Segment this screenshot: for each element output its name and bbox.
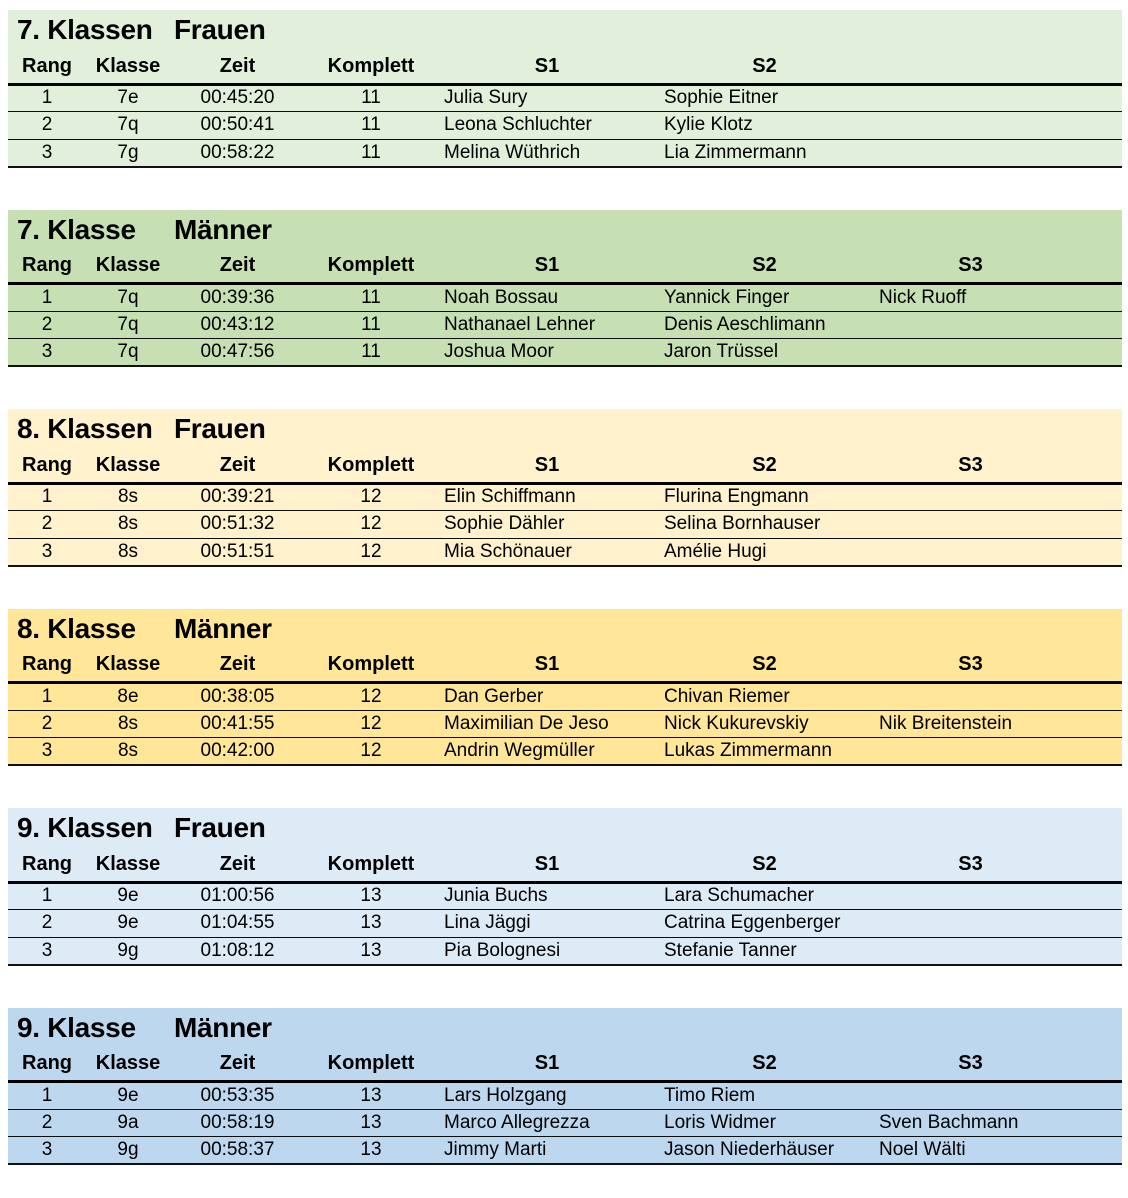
- cell-s1: Leona Schluchter: [437, 112, 657, 140]
- column-header-klasse: Klasse: [86, 449, 170, 483]
- table-body: [8, 284, 1122, 367]
- column-header-rang: Rang: [8, 649, 86, 683]
- column-header-filler: [1069, 848, 1122, 882]
- column-header-rang: Rang: [8, 50, 86, 84]
- cell-s3: [872, 84, 1069, 112]
- table-row: [8, 910, 1122, 938]
- cell-klasse: 9a: [86, 1109, 170, 1137]
- section-title-row: [8, 609, 1122, 649]
- section-title-row: [8, 808, 1122, 848]
- column-header-zeit: Zeit: [170, 649, 305, 683]
- cell-filler: [1069, 112, 1122, 140]
- cell-rang: 3: [8, 738, 86, 766]
- cell-rang: 3: [8, 538, 86, 566]
- section-title: 7. Klassen: [17, 14, 153, 45]
- section-title-row: [8, 210, 1122, 250]
- cell-zeit: 00:53:35: [170, 1082, 305, 1110]
- cell-zeit: 00:39:36: [170, 284, 305, 312]
- section-subtitle: Männer: [174, 612, 272, 644]
- column-header-s1: S1: [437, 449, 657, 483]
- cell-filler: [1069, 1109, 1122, 1137]
- cell-klasse: 7q: [86, 112, 170, 140]
- results-section-6: [8, 1008, 1122, 1166]
- column-header-rang: Rang: [8, 1048, 86, 1082]
- cell-filler: [1069, 538, 1122, 566]
- cell-filler: [1069, 882, 1122, 910]
- column-header-s3: S3: [872, 250, 1069, 284]
- cell-filler: [1069, 910, 1122, 938]
- column-header-klasse: Klasse: [86, 848, 170, 882]
- cell-rang: 1: [8, 483, 86, 511]
- cell-rang: 1: [8, 284, 86, 312]
- cell-klasse: 8s: [86, 738, 170, 766]
- cell-filler: [1069, 139, 1122, 167]
- results-table: [8, 449, 1122, 567]
- column-header-filler: [1069, 449, 1122, 483]
- cell-filler: [1069, 339, 1122, 367]
- table-row: [8, 738, 1122, 766]
- column-header-rang: Rang: [8, 848, 86, 882]
- table-row: [8, 1109, 1122, 1137]
- cell-s1: Elin Schiffmann: [437, 483, 657, 511]
- column-header-s1: S1: [437, 848, 657, 882]
- cell-klasse: 7e: [86, 84, 170, 112]
- cell-s2: Kylie Klotz: [657, 112, 872, 140]
- header-row: [8, 250, 1122, 284]
- cell-rang: 2: [8, 910, 86, 938]
- cell-zeit: 00:58:37: [170, 1137, 305, 1165]
- cell-s3: [872, 1082, 1069, 1110]
- header-row: [8, 1048, 1122, 1082]
- cell-klasse: 8s: [86, 538, 170, 566]
- column-header-s2: S2: [657, 50, 872, 84]
- cell-s2: Catrina Eggenberger: [657, 910, 872, 938]
- table-row: [8, 538, 1122, 566]
- cell-s3: [872, 339, 1069, 367]
- cell-zeit: 01:04:55: [170, 910, 305, 938]
- results-table: [8, 50, 1122, 168]
- section-subtitle: Männer: [174, 1011, 272, 1043]
- section-subtitle: Männer: [174, 213, 272, 245]
- cell-klasse: 8s: [86, 511, 170, 539]
- cell-zeit: 00:58:22: [170, 139, 305, 167]
- table-row: [8, 284, 1122, 312]
- column-header-filler: [1069, 50, 1122, 84]
- cell-filler: [1069, 483, 1122, 511]
- cell-komplett: 12: [305, 683, 437, 711]
- column-header-komplett: Komplett: [305, 250, 437, 284]
- table-body: [8, 483, 1122, 566]
- header-row: [8, 848, 1122, 882]
- results-section-2: [8, 210, 1122, 368]
- cell-komplett: 13: [305, 882, 437, 910]
- cell-s3: [872, 311, 1069, 339]
- cell-filler: [1069, 1082, 1122, 1110]
- cell-komplett: 13: [305, 910, 437, 938]
- cell-s2: Jaron Trüssel: [657, 339, 872, 367]
- cell-klasse: 9g: [86, 1137, 170, 1165]
- cell-komplett: 13: [305, 1137, 437, 1165]
- column-header-klasse: Klasse: [86, 1048, 170, 1082]
- cell-s3: Nick Ruoff: [872, 284, 1069, 312]
- cell-s1: Lina Jäggi: [437, 910, 657, 938]
- table-header: [8, 1048, 1122, 1082]
- cell-s2: Lara Schumacher: [657, 882, 872, 910]
- cell-komplett: 11: [305, 84, 437, 112]
- cell-s3: Sven Bachmann: [872, 1109, 1069, 1137]
- cell-s2: Flurina Engmann: [657, 483, 872, 511]
- cell-klasse: 7q: [86, 311, 170, 339]
- column-header-komplett: Komplett: [305, 848, 437, 882]
- cell-s3: Noel Wälti: [872, 1137, 1069, 1165]
- cell-klasse: 9e: [86, 1082, 170, 1110]
- header-row: [8, 449, 1122, 483]
- column-header-s2: S2: [657, 250, 872, 284]
- column-header-komplett: Komplett: [305, 449, 437, 483]
- table-header: [8, 250, 1122, 284]
- cell-s3: [872, 511, 1069, 539]
- column-header-s1: S1: [437, 250, 657, 284]
- cell-rang: 2: [8, 112, 86, 140]
- column-header-s2: S2: [657, 1048, 872, 1082]
- column-header-zeit: Zeit: [170, 1048, 305, 1082]
- table-header: [8, 50, 1122, 84]
- column-header-rang: Rang: [8, 250, 86, 284]
- cell-s1: Maximilian De Jeso: [437, 710, 657, 738]
- cell-s1: Andrin Wegmüller: [437, 738, 657, 766]
- cell-klasse: 7q: [86, 339, 170, 367]
- column-header-rang: Rang: [8, 449, 86, 483]
- cell-zeit: 00:39:21: [170, 483, 305, 511]
- cell-s1: Sophie Dähler: [437, 511, 657, 539]
- table-body: [8, 1082, 1122, 1165]
- cell-klasse: 7q: [86, 284, 170, 312]
- cell-rang: 2: [8, 1109, 86, 1137]
- cell-filler: [1069, 311, 1122, 339]
- cell-s1: Julia Sury: [437, 84, 657, 112]
- cell-filler: [1069, 1137, 1122, 1165]
- table-row: [8, 937, 1122, 965]
- cell-filler: [1069, 84, 1122, 112]
- column-header-s1: S1: [437, 1048, 657, 1082]
- results-section-4: [8, 609, 1122, 767]
- results-table: [8, 1048, 1122, 1166]
- results-table: [8, 649, 1122, 767]
- cell-s2: Selina Bornhauser: [657, 511, 872, 539]
- table-body: [8, 882, 1122, 965]
- cell-zeit: 00:51:32: [170, 511, 305, 539]
- section-title: 9. Klasse: [17, 1011, 136, 1043]
- column-header-filler: [1069, 1048, 1122, 1082]
- table-row: [8, 483, 1122, 511]
- table-body: [8, 84, 1122, 167]
- table-row: [8, 139, 1122, 167]
- cell-komplett: 13: [305, 1082, 437, 1110]
- cell-s1: Dan Gerber: [437, 683, 657, 711]
- table-row: [8, 311, 1122, 339]
- column-header-s1: S1: [437, 50, 657, 84]
- cell-zeit: 00:51:51: [170, 538, 305, 566]
- cell-zeit: 00:50:41: [170, 112, 305, 140]
- cell-s1: Lars Holzgang: [437, 1082, 657, 1110]
- cell-rang: 2: [8, 511, 86, 539]
- column-header-s3: S3: [872, 1048, 1069, 1082]
- cell-rang: 1: [8, 882, 86, 910]
- cell-s2: Yannick Finger: [657, 284, 872, 312]
- cell-klasse: 8e: [86, 683, 170, 711]
- table-row: [8, 683, 1122, 711]
- cell-zeit: 00:47:56: [170, 339, 305, 367]
- cell-filler: [1069, 683, 1122, 711]
- cell-rang: 3: [8, 339, 86, 367]
- cell-rang: 3: [8, 139, 86, 167]
- section-subtitle: Frauen: [174, 812, 266, 843]
- cell-komplett: 11: [305, 311, 437, 339]
- table-row: [8, 1082, 1122, 1110]
- cell-s3: Nik Breitenstein: [872, 710, 1069, 738]
- cell-klasse: 7g: [86, 139, 170, 167]
- column-header-zeit: Zeit: [170, 50, 305, 84]
- cell-rang: 1: [8, 1082, 86, 1110]
- cell-filler: [1069, 937, 1122, 965]
- cell-zeit: 01:00:56: [170, 882, 305, 910]
- cell-zeit: 01:08:12: [170, 937, 305, 965]
- cell-s1: Joshua Moor: [437, 339, 657, 367]
- column-header-s3: S3: [872, 449, 1069, 483]
- cell-s3: [872, 538, 1069, 566]
- cell-zeit: 00:43:12: [170, 311, 305, 339]
- cell-s1: Noah Bossau: [437, 284, 657, 312]
- column-header-filler: [1069, 649, 1122, 683]
- table-row: [8, 84, 1122, 112]
- cell-s2: Jason Niederhäuser: [657, 1137, 872, 1165]
- section-title: 7. Klasse: [17, 213, 136, 245]
- section-title-row: [8, 1008, 1122, 1048]
- cell-komplett: 12: [305, 738, 437, 766]
- cell-s1: Nathanael Lehner: [437, 311, 657, 339]
- cell-s3: [872, 910, 1069, 938]
- cell-komplett: 12: [305, 483, 437, 511]
- cell-s3: [872, 483, 1069, 511]
- cell-komplett: 11: [305, 112, 437, 140]
- cell-s2: Sophie Eitner: [657, 84, 872, 112]
- column-header-s3: S3: [872, 848, 1069, 882]
- column-header-s1: S1: [437, 649, 657, 683]
- table-header: [8, 449, 1122, 483]
- header-row: [8, 50, 1122, 84]
- table-row: [8, 710, 1122, 738]
- table-row: [8, 1137, 1122, 1165]
- cell-s3: [872, 882, 1069, 910]
- cell-s3: [872, 139, 1069, 167]
- cell-s3: [872, 937, 1069, 965]
- cell-filler: [1069, 284, 1122, 312]
- column-header-komplett: Komplett: [305, 649, 437, 683]
- cell-komplett: 12: [305, 538, 437, 566]
- section-title: 9. Klassen: [17, 812, 153, 843]
- cell-s3: [872, 683, 1069, 711]
- column-header-zeit: Zeit: [170, 250, 305, 284]
- column-header-zeit: Zeit: [170, 449, 305, 483]
- cell-komplett: 13: [305, 1109, 437, 1137]
- cell-zeit: 00:41:55: [170, 710, 305, 738]
- cell-s3: [872, 112, 1069, 140]
- cell-s2: Nick Kukurevskiy: [657, 710, 872, 738]
- cell-s1: Marco Allegrezza: [437, 1109, 657, 1137]
- cell-klasse: 8s: [86, 710, 170, 738]
- column-header-filler: [1069, 250, 1122, 284]
- results-section-1: [8, 10, 1122, 168]
- cell-s3: [872, 738, 1069, 766]
- column-header-s2: S2: [657, 449, 872, 483]
- cell-s1: Mia Schönauer: [437, 538, 657, 566]
- results-section-3: [8, 409, 1122, 567]
- column-header-zeit: Zeit: [170, 848, 305, 882]
- cell-komplett: 11: [305, 139, 437, 167]
- section-title-row: [8, 409, 1122, 449]
- section-subtitle: Frauen: [174, 14, 266, 45]
- cell-klasse: 9e: [86, 910, 170, 938]
- cell-s1: Junia Buchs: [437, 882, 657, 910]
- table-row: [8, 112, 1122, 140]
- cell-zeit: 00:58:19: [170, 1109, 305, 1137]
- cell-komplett: 11: [305, 339, 437, 367]
- column-header-klasse: Klasse: [86, 649, 170, 683]
- section-title: 8. Klasse: [17, 612, 136, 644]
- table-header: [8, 649, 1122, 683]
- cell-filler: [1069, 511, 1122, 539]
- cell-s2: Denis Aeschlimann: [657, 311, 872, 339]
- cell-s1: Melina Wüthrich: [437, 139, 657, 167]
- section-title-row: [8, 10, 1122, 50]
- cell-s2: Stefanie Tanner: [657, 937, 872, 965]
- column-header-komplett: Komplett: [305, 1048, 437, 1082]
- column-header-s2: S2: [657, 848, 872, 882]
- cell-filler: [1069, 710, 1122, 738]
- cell-zeit: 00:42:00: [170, 738, 305, 766]
- table-header: [8, 848, 1122, 882]
- table-row: [8, 339, 1122, 367]
- section-subtitle: Frauen: [174, 413, 266, 444]
- results-section-5: [8, 808, 1122, 966]
- cell-klasse: 8s: [86, 483, 170, 511]
- column-header-komplett: Komplett: [305, 50, 437, 84]
- header-row: [8, 649, 1122, 683]
- table-row: [8, 882, 1122, 910]
- column-header-s3: S3: [872, 649, 1069, 683]
- cell-komplett: 13: [305, 937, 437, 965]
- cell-s2: Loris Widmer: [657, 1109, 872, 1137]
- cell-s2: Timo Riem: [657, 1082, 872, 1110]
- column-header-s2: S2: [657, 649, 872, 683]
- cell-rang: 2: [8, 311, 86, 339]
- cell-komplett: 11: [305, 284, 437, 312]
- cell-klasse: 9g: [86, 937, 170, 965]
- cell-zeit: 00:45:20: [170, 84, 305, 112]
- table-body: [8, 683, 1122, 766]
- cell-s1: Jimmy Marti: [437, 1137, 657, 1165]
- section-title: 8. Klassen: [17, 413, 153, 444]
- results-table: [8, 250, 1122, 368]
- cell-s2: Lia Zimmermann: [657, 139, 872, 167]
- column-header-klasse: Klasse: [86, 50, 170, 84]
- cell-s2: Lukas Zimmermann: [657, 738, 872, 766]
- cell-rang: 3: [8, 937, 86, 965]
- cell-komplett: 12: [305, 710, 437, 738]
- cell-rang: 1: [8, 84, 86, 112]
- cell-s2: Amélie Hugi: [657, 538, 872, 566]
- cell-klasse: 9e: [86, 882, 170, 910]
- cell-komplett: 12: [305, 511, 437, 539]
- results-table: [8, 848, 1122, 966]
- column-header-s3: [872, 50, 1069, 84]
- cell-rang: 3: [8, 1137, 86, 1165]
- column-header-klasse: Klasse: [86, 250, 170, 284]
- cell-rang: 2: [8, 710, 86, 738]
- cell-zeit: 00:38:05: [170, 683, 305, 711]
- cell-s2: Chivan Riemer: [657, 683, 872, 711]
- cell-s1: Pia Bolognesi: [437, 937, 657, 965]
- cell-rang: 1: [8, 683, 86, 711]
- cell-filler: [1069, 738, 1122, 766]
- table-row: [8, 511, 1122, 539]
